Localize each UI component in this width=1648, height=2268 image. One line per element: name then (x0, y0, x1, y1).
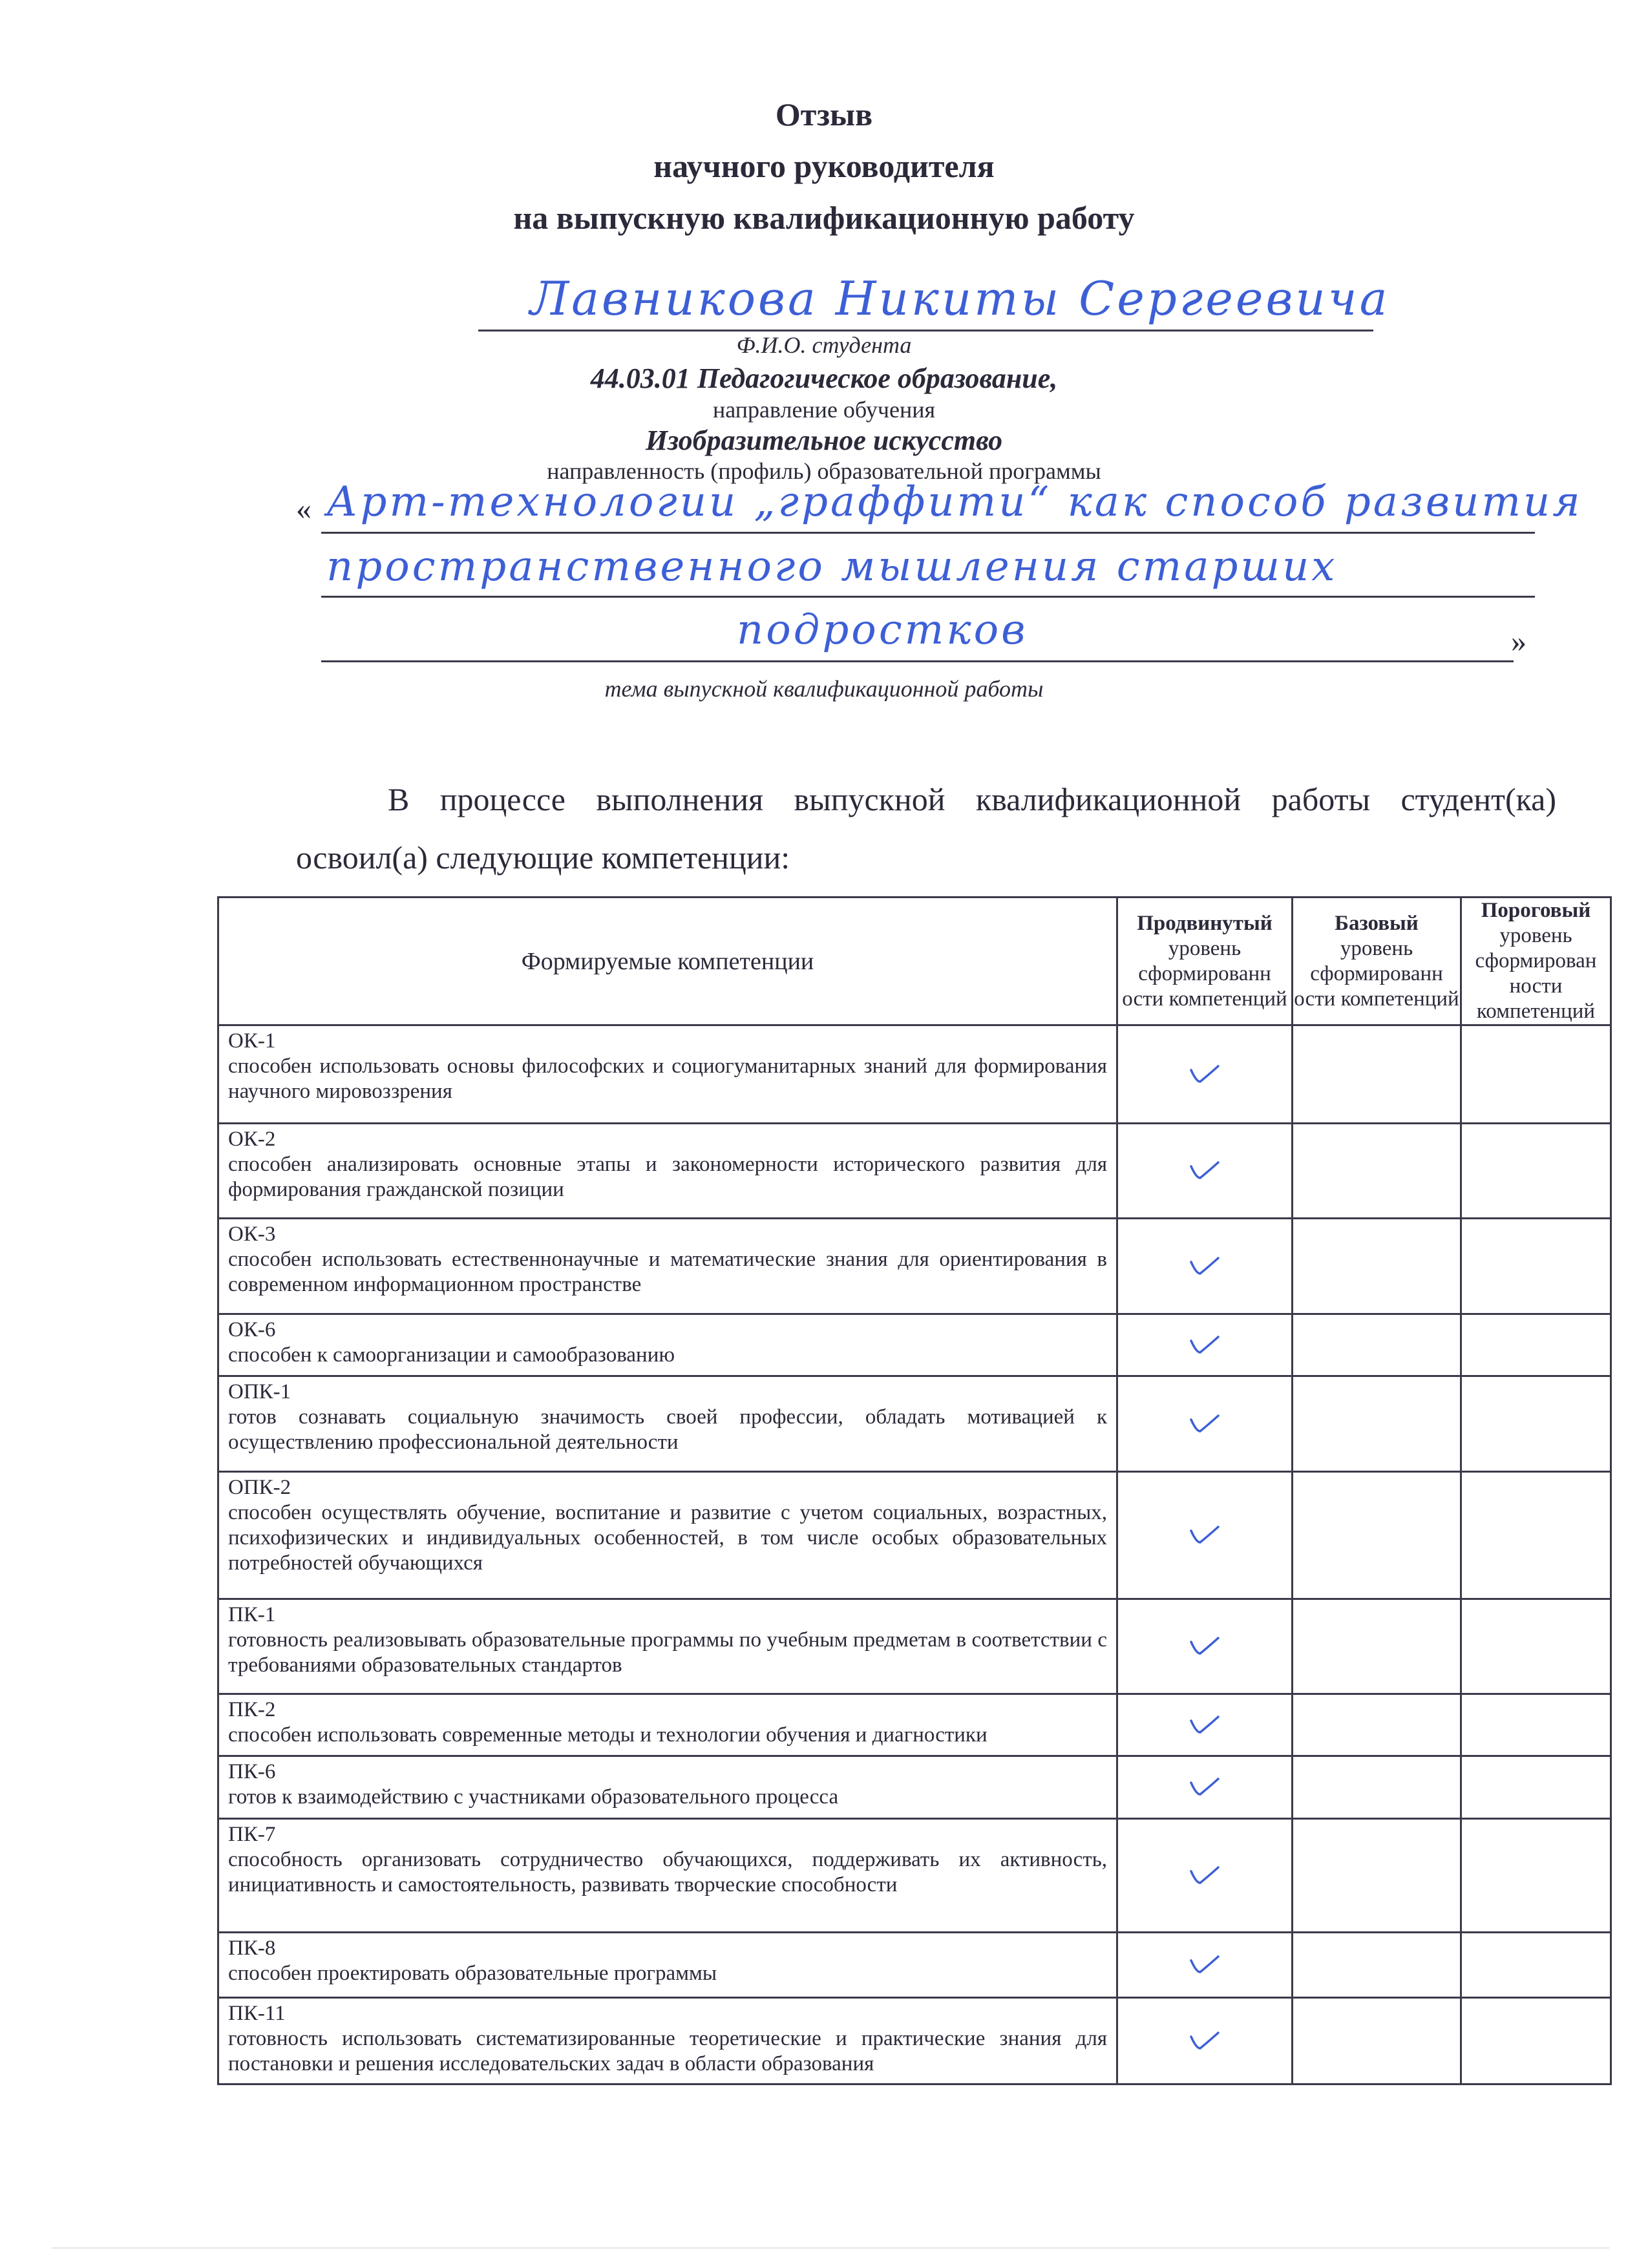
level-threshold-cell (1461, 1025, 1611, 1124)
table-row (218, 1599, 1611, 1694)
competence-description: способность организовать сотрудничество обучающихся, поддерживать их активность, инициативность и самостоятельность, развивать творческие способности (228, 1848, 1107, 1896)
title-line-3: на выпускную квалификационную работу (513, 200, 1135, 236)
competence-code: ОПК-1 (228, 1380, 291, 1403)
level-basic-cell (1293, 1472, 1461, 1599)
level-advanced-cell (1117, 1472, 1293, 1599)
competence-cell (218, 1472, 1117, 1599)
competence-description: способен осуществлять обучение, воспитание и развитие с учетом социальных, возрастных, психофизических и индивидуальных особенностей, в том числе особых образовательных потребностей обучающихся (228, 1501, 1107, 1575)
competence-code: ПК-7 (228, 1823, 276, 1846)
topic-underline-2 (321, 596, 1535, 598)
topic-line-2: пространственного мышления старших (326, 543, 1338, 591)
level-basic-cell (1293, 1124, 1461, 1219)
student-name-handwritten: Лавникова Никиты Сергеевича (530, 271, 1390, 326)
level-advanced-cell (1117, 1998, 1293, 2084)
competence-cell (218, 1599, 1117, 1694)
competence-code: ПК-2 (228, 1698, 276, 1721)
close-quote: » (1511, 624, 1527, 658)
header-advanced (1117, 898, 1293, 1025)
competence-code: ОК-1 (228, 1029, 276, 1053)
competence-description: способен проектировать образовательные программы (228, 1962, 717, 1985)
competence-cell (218, 1933, 1117, 1998)
level-advanced-cell (1117, 1314, 1293, 1376)
table-row (218, 1819, 1611, 1933)
level-basic-cell (1293, 1694, 1461, 1756)
table-row (218, 1694, 1611, 1756)
competence-cell (218, 1694, 1117, 1756)
table-row (218, 1219, 1611, 1314)
topic-underline-1 (321, 532, 1535, 534)
level-basic-cell (1293, 1756, 1461, 1819)
profile-caption: направленность (профиль) образовательной программы (547, 458, 1101, 484)
level-threshold-cell (1461, 1599, 1611, 1694)
topic-caption: тема выпускной квалификационной работы (604, 676, 1044, 702)
level-advanced-cell (1117, 1756, 1293, 1819)
direction-caption: направление обучения (712, 397, 936, 423)
level-advanced-cell (1117, 1219, 1293, 1314)
table-row (218, 1025, 1611, 1124)
header-threshold (1461, 898, 1611, 1025)
competence-cell (218, 1219, 1117, 1314)
level-threshold-cell (1461, 1124, 1611, 1219)
competence-description: способен использовать естественнонаучные и математические знания для ориентирования в современном информационном пространстве (228, 1248, 1107, 1296)
level-advanced-cell (1117, 1124, 1293, 1219)
competence-description: готовность реализовывать образовательные программы по учебным предметам в соответствии с требованиями образовательных стандартов (228, 1628, 1107, 1677)
level-threshold-cell (1461, 1219, 1611, 1314)
competence-description: готов к взаимодействию с участниками образовательного процесса (228, 1785, 839, 1809)
level-basic-cell (1293, 1219, 1461, 1314)
table-header-row (218, 898, 1611, 1025)
level-basic-cell (1293, 1025, 1461, 1124)
level-advanced-cell (1117, 1025, 1293, 1124)
competence-code: ОК-2 (228, 1128, 276, 1151)
title-line-1: Отзыв (775, 96, 873, 132)
competence-cell (218, 1756, 1117, 1819)
level-advanced-cell (1117, 1819, 1293, 1933)
table-row (218, 1472, 1611, 1599)
level-threshold-cell (1461, 1998, 1611, 2084)
scan-edge-line (52, 2247, 1609, 2249)
competence-cell (218, 1819, 1117, 1933)
level-basic-cell (1293, 1376, 1461, 1472)
level-basic-cell (1293, 1599, 1461, 1694)
level-basic-cell (1293, 1998, 1461, 2084)
competence-code: ПК-1 (228, 1603, 276, 1626)
header-basic-sub: уровень сформированн ости компетенций (1294, 936, 1459, 1011)
table-row (218, 1376, 1611, 1472)
competence-cell (218, 1998, 1117, 2084)
open-quote: « (296, 492, 312, 526)
student-name-caption: Ф.И.О. студента (736, 332, 912, 358)
competence-code: ОК-3 (228, 1223, 276, 1246)
topic-line-1: Арт-технологии „граффити“ как способ развития (326, 478, 1583, 526)
level-threshold-cell (1461, 1819, 1611, 1933)
competence-description: способен анализировать основные этапы и закономерности исторического развития для формирования гражданской позиции (228, 1153, 1107, 1201)
header-threshold-title: Пороговый (1481, 899, 1591, 922)
table-row (218, 1998, 1611, 2084)
table-row (218, 1756, 1611, 1819)
header-advanced-title: Продвинутый (1137, 911, 1273, 935)
competence-description: способен к самоорганизации и самообразованию (228, 1343, 675, 1367)
header-threshold-sub: уровень сформирован ности компетенций (1475, 924, 1597, 1023)
competence-cell (218, 1124, 1117, 1219)
level-threshold-cell (1461, 1314, 1611, 1376)
direction: 44.03.01 Педагогическое образование, (590, 362, 1058, 394)
table-row (218, 1314, 1611, 1376)
competence-code: ОК-6 (228, 1318, 276, 1341)
level-basic-cell (1293, 1933, 1461, 1998)
competence-code: ОПК-2 (228, 1476, 291, 1499)
table-row (218, 1933, 1611, 1998)
level-basic-cell (1293, 1819, 1461, 1933)
competence-table (217, 896, 1612, 2085)
competence-description: готовность использовать систематизированные теоретические и практические знания для постановки и решения исследовательских задач в области образования (228, 2027, 1107, 2075)
competence-code: ПК-11 (228, 2002, 286, 2025)
level-threshold-cell (1461, 1756, 1611, 1819)
level-threshold-cell (1461, 1472, 1611, 1599)
competence-description: способен использовать основы философских и социогуманитарных знаний для формирования научного мировоззрения (228, 1055, 1107, 1103)
header-competence: Формируемые компетенции (218, 898, 1117, 1025)
header-basic-title: Базовый (1335, 911, 1419, 935)
level-advanced-cell (1117, 1376, 1293, 1472)
topic-line-3: подростков (737, 606, 1028, 654)
competence-cell (218, 1025, 1117, 1124)
level-advanced-cell (1117, 1933, 1293, 1998)
header-advanced-sub: уровень сформированн ости компетенций (1122, 936, 1287, 1011)
level-advanced-cell (1117, 1599, 1293, 1694)
level-threshold-cell (1461, 1933, 1611, 1998)
competence-code: ПК-8 (228, 1937, 276, 1960)
topic-underline-3 (321, 660, 1514, 662)
competence-description: готов сознавать социальную значимость своей профессии, обладать мотивацией к осуществлению профессиональной деятельности (228, 1405, 1107, 1454)
intro-text: В процессе выполнения выпускной квалификационной работы студент(ка) освоил(а) следующие компетенции: (296, 781, 1556, 876)
competence-cell (218, 1314, 1117, 1376)
level-advanced-cell (1117, 1694, 1293, 1756)
header-basic (1293, 898, 1461, 1025)
competence-description: способен использовать современные методы и технологии обучения и диагностики (228, 1723, 988, 1747)
competence-cell (218, 1376, 1117, 1472)
table-row (218, 1124, 1611, 1219)
title-line-2: научного руководителя (653, 148, 995, 184)
profile: Изобразительное искусство (645, 425, 1003, 456)
competence-code: ПК-6 (228, 1760, 276, 1783)
level-basic-cell (1293, 1314, 1461, 1376)
level-threshold-cell (1461, 1694, 1611, 1756)
level-threshold-cell (1461, 1376, 1611, 1472)
